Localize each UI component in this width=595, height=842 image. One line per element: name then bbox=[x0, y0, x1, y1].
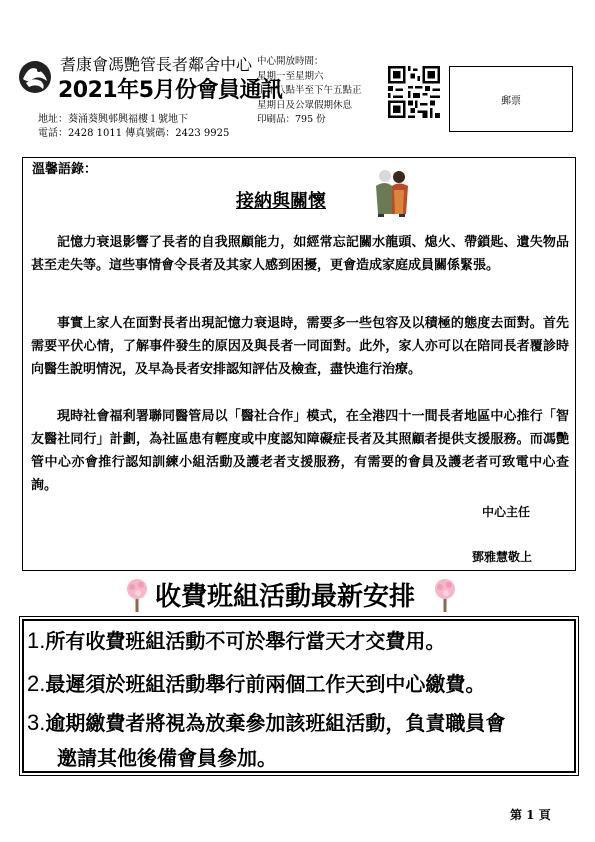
rule-text: 所有收費班組活動不可於舉行當天才交費用。 bbox=[45, 629, 446, 653]
hours-line: 星期日及公眾假期休息 bbox=[257, 99, 353, 111]
hours-line: 上午八點半至下午五點正 bbox=[257, 85, 362, 96]
cherry-blossom-tree-icon bbox=[432, 578, 458, 612]
notice-title: 收費班組活動最新安排 bbox=[155, 582, 416, 612]
message-heading: 溫馨語錄： bbox=[32, 162, 98, 177]
rule-number: 2. bbox=[27, 671, 46, 696]
signature-role: 中心主任 bbox=[482, 505, 531, 519]
cherry-blossom-tree-icon bbox=[124, 578, 150, 612]
opening-hours bbox=[257, 55, 362, 128]
signature-name: 鄧雅慧敬上 bbox=[472, 550, 533, 564]
hours-line: 中心開放時間： bbox=[257, 56, 324, 67]
page-number: 第 1 頁 bbox=[510, 808, 551, 822]
rule-text-continuation: 邀請其他後備會員參加。 bbox=[57, 746, 277, 770]
message-title: 接納與關懷 bbox=[236, 191, 326, 212]
hours-line: 星期一至星期六 bbox=[257, 70, 324, 82]
message-paragraph: 事實上家人在面對長者出現記憶力衰退時，需要多一些包容及以積極的態度去面對。首先需要平伏心情，了解事件發生的原因及與長者一同面對。此外，家人亦可以在陪同長者覆診時向醫生說明情況，及早為長者安排認知評估及檢查，盡快進行治療。 bbox=[31, 316, 569, 377]
print-count: 印刷品：795 份 bbox=[257, 114, 326, 125]
notice-rule bbox=[27, 707, 505, 736]
stamp-label: 郵票 bbox=[501, 95, 521, 107]
organization-logo-icon bbox=[17, 59, 53, 95]
center-phone: 電話：2428 1011 傳真號碼：2423 9925 bbox=[38, 128, 230, 139]
notice-rule bbox=[27, 625, 445, 654]
notice-rule bbox=[27, 668, 485, 697]
message-paragraph: 現時社會福利署聯同醫管局以「醫社合作」模式，在全港四十一間長者地區中心推行「智友醫社同行」計劃，為社區患有輕度或中度認知障礙症長者及其照顧者提供支援服務。而馮艷管中心亦會推行認知訓練小組活動及護老者支援服務，有需要的會員及護老者可致電中心查詢。 bbox=[31, 409, 569, 493]
elderly-couple-icon bbox=[368, 168, 416, 218]
newsletter-title: 2021年5月份會員通訊 bbox=[58, 78, 283, 103]
rule-number: 1. bbox=[27, 628, 46, 653]
organization-name: 耆康會馮艷管長者鄰舍中心 bbox=[60, 55, 253, 74]
qr-code-icon bbox=[388, 66, 440, 118]
postage-stamp-box bbox=[449, 66, 573, 132]
center-address: 地址：葵涌葵興邨興福樓１號地下 bbox=[38, 114, 188, 125]
rule-text: 逾期繳費者將視為放棄參加該班組活動，負責職員會 bbox=[45, 711, 506, 735]
rule-number: 3. bbox=[27, 710, 46, 735]
rule-text: 最遲須於班組活動舉行前兩個工作天到中心繳費。 bbox=[45, 672, 486, 696]
message-paragraph: 記憶力衰退影響了長者的自我照顧能力，如經常忘記關水龍頭、熄火、帶鎖匙、遺失物品甚至走失等。這些事情會令長者及其家人感到困擾，更會造成家庭成員關係緊張。 bbox=[31, 235, 569, 273]
